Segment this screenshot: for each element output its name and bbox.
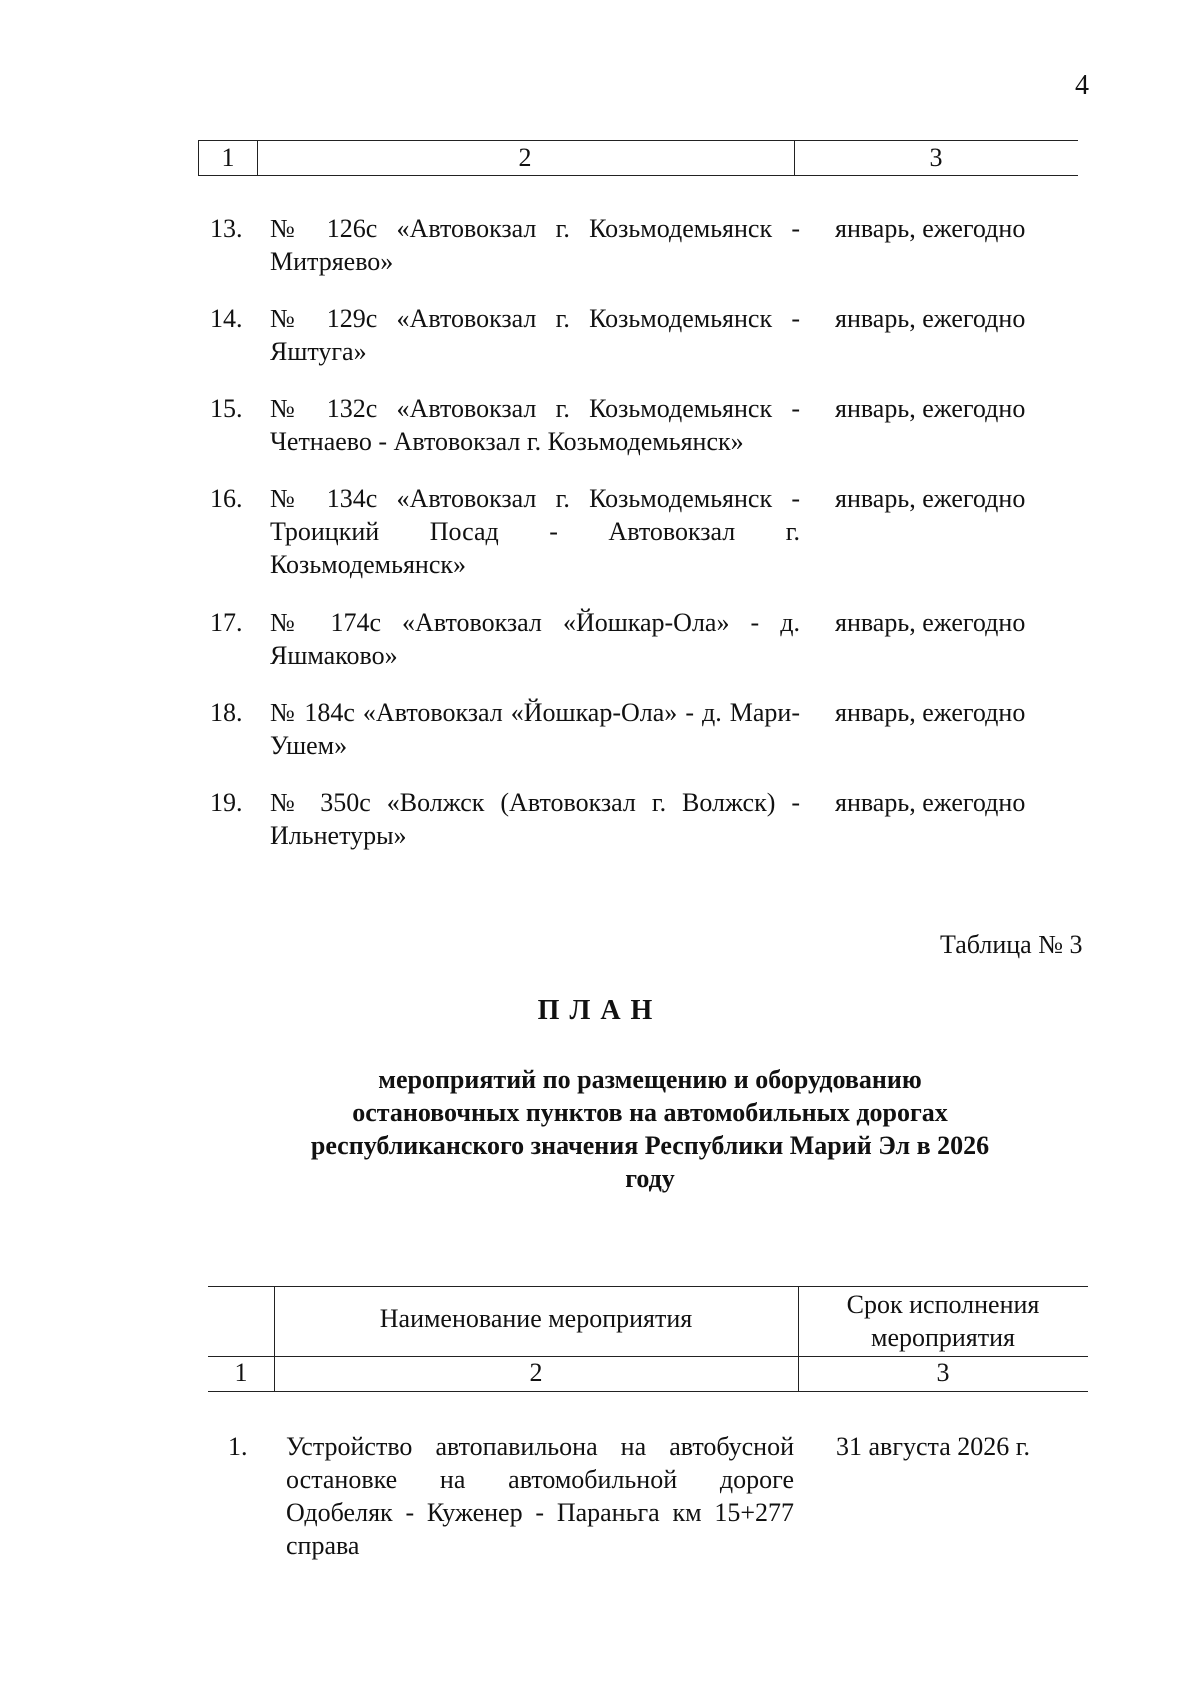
row-number: 1.	[228, 1432, 248, 1461]
row-number: 13.	[210, 214, 243, 243]
plan-subtitle: мероприятий по размещению и оборудованию остановочных пунктов на автомобильных дорогах республиканского значения Республики Марий Эл в 2026 году	[310, 1065, 990, 1193]
route-term: январь, ежегодно	[835, 698, 1026, 727]
route-term: январь, ежегодно	[835, 484, 1026, 513]
route-description: № 134с «Автовокзал г. Козьмодемьянск - Троицкий Посад - Автовокзал г. Козьмодемьянск»	[270, 484, 800, 579]
route-term: январь, ежегодно	[835, 788, 1026, 817]
table2-col-number: 2	[529, 1358, 543, 1387]
table2-header-term: Срок исполнения мероприятия	[846, 1290, 1040, 1352]
table1-header-col2: 2	[256, 141, 795, 175]
route-term: январь, ежегодно	[835, 304, 1026, 333]
table2-col-number: 3	[936, 1358, 950, 1387]
route-term: январь, ежегодно	[835, 394, 1026, 423]
route-term: январь, ежегодно	[835, 608, 1026, 637]
page-number: 4	[1075, 70, 1089, 101]
row-number: 15.	[210, 394, 243, 423]
table2-top-rule	[208, 1286, 1088, 1287]
measure-description: Устройство автопавильона на автобусной остановке на автомобильной дороге Одобеляк - Куженер - Параньга км 15+277 справа	[286, 1432, 794, 1560]
row-number: 18.	[210, 698, 243, 727]
table1-header	[198, 140, 1078, 176]
route-description: № 184с «Автовокзал «Йошкар-Ола» - д. Мари-Ушем»	[270, 698, 800, 760]
route-description: № 132с «Автовокзал г. Козьмодемьянск - Четнаево - Автовокзал г. Козьмодемьянск»	[270, 394, 800, 456]
row-number: 17.	[210, 608, 243, 637]
table2-header	[208, 1286, 1088, 1391]
table1-header-col3: 3	[929, 143, 943, 172]
measure-term: 31 августа 2026 г.	[836, 1432, 1030, 1461]
route-description: № 129с «Автовокзал г. Козьмодемьянск - Яштуга»	[270, 304, 800, 366]
table2-col-number: 1	[234, 1358, 248, 1387]
route-description: № 126с «Автовокзал г. Козьмодемьянск - Митряево»	[270, 214, 800, 276]
route-description: № 350с «Волжск (Автовокзал г. Волжск) - Ильнетуры»	[270, 788, 800, 850]
row-number: 16.	[210, 484, 243, 513]
route-term: январь, ежегодно	[835, 214, 1026, 243]
row-number: 19.	[210, 788, 243, 817]
table-label: Таблица № 3	[940, 930, 1083, 959]
plan-title: ПЛАН	[537, 995, 663, 1026]
table2-bottom-rule	[208, 1391, 1088, 1392]
table1-header-col1: 1	[198, 141, 258, 175]
table2-mid-rule	[208, 1356, 1088, 1357]
row-number: 14.	[210, 304, 243, 333]
table2-header-name: Наименование мероприятия	[379, 1304, 693, 1333]
route-description: № 174с «Автовокзал «Йошкар-Ола» - д. Яшмаково»	[270, 608, 800, 670]
